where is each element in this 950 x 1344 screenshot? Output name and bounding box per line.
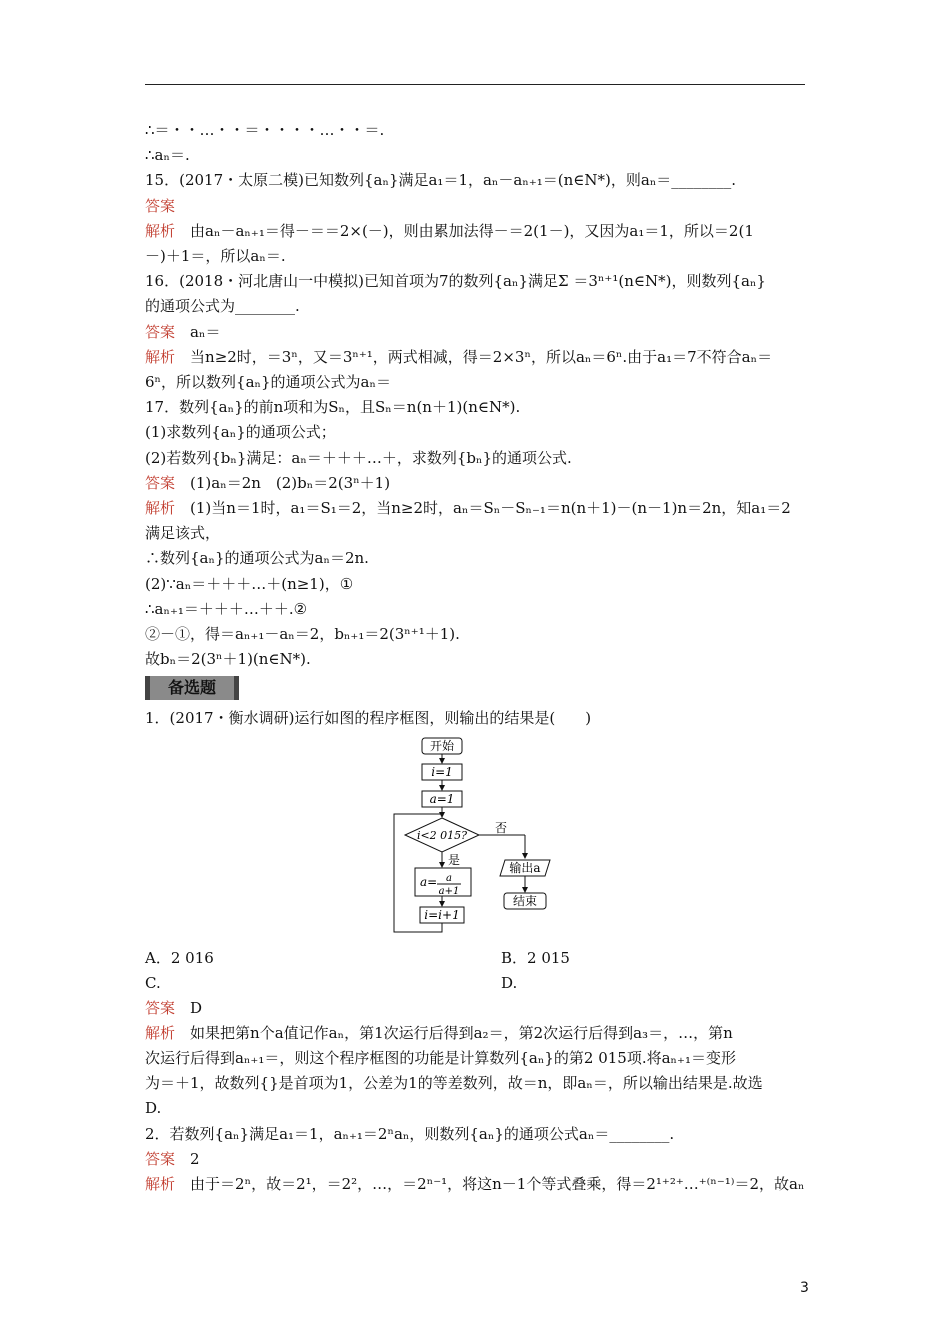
end-label: 结束 — [512, 893, 538, 908]
assign-numerator: a — [446, 872, 452, 884]
page-number: 3 — [800, 1280, 809, 1296]
answer-row — [145, 1147, 807, 1172]
analysis-text: 次运行后得到aₙ₊₁＝，则这个程序框图的功能是计算数列{aₙ}的第2 015项.将aₙ₊₁＝变形 — [145, 1049, 736, 1068]
analysis-label: 解析 — [145, 1175, 176, 1194]
analysis-text: 6ⁿ，所以数列{aₙ}的通项公式为aₙ＝ — [145, 373, 391, 392]
option-a: A．2 016 — [145, 948, 214, 967]
question-16: 16．(2018・河北唐山一中模拟)已知首项为7的数列{aₙ}满足Σ ＝3ⁿ⁺¹(n∈N*)，则数列{aₙ} — [145, 272, 766, 291]
answer-text: D — [190, 998, 203, 1017]
analysis-text: 如果把第n个a值记作aₙ，第1次运行后得到a₂＝，第2次运行后得到a₃＝，…，第n — [190, 1023, 733, 1042]
analysis-row — [145, 1172, 807, 1197]
incr-label: i=i+1 — [424, 907, 460, 922]
answer-label: 答案 — [145, 998, 176, 1017]
output-label: 输出a — [509, 860, 541, 875]
answer-text: 2 — [190, 1149, 200, 1168]
answer-row — [145, 471, 807, 496]
section-title: 备选题 — [145, 676, 239, 700]
analysis-label: 解析 — [145, 1023, 176, 1042]
answer-row — [145, 320, 807, 345]
analysis-text: 故bₙ＝2(3ⁿ＋1)(n∈N*). — [145, 650, 311, 669]
assign-lhs: a= — [420, 874, 438, 889]
analysis-text: 当n≥2时，＝3ⁿ，又＝3ⁿ⁺¹，两式相减，得＝2×3ⁿ，所以aₙ＝6ⁿ.由于a₁＝7不符合aₙ＝ — [190, 347, 773, 366]
analysis-text: ∴aₙ₊₁＝＋＋＋…＋＋.② — [145, 599, 308, 618]
analysis-text: (2)∵aₙ＝＋＋＋…＋(n≥1)，① — [145, 574, 354, 593]
analysis-text: ∴数列{aₙ}的通项公式为aₙ＝2n. — [145, 549, 369, 568]
decision-label: i<2 015? — [416, 828, 468, 842]
analysis-text: 满足该式， — [145, 524, 221, 543]
answer-text: (1)aₙ＝2n (2)bₙ＝2(3ⁿ＋1) — [190, 473, 391, 492]
init-a-label: a=1 — [429, 791, 455, 806]
answer-label: 答案 — [145, 473, 176, 492]
no-label: 否 — [495, 820, 508, 835]
question-17-part1: (1)求数列{aₙ}的通项公式； — [145, 423, 336, 442]
analysis-row — [145, 496, 807, 521]
question-17: 17．数列{aₙ}的前n项和为Sₙ，且Sₙ＝n(n＋1)(n∈N*). — [145, 398, 521, 417]
backup-question-2: 2．若数列{aₙ}满足a₁＝1，aₙ₊₁＝2ⁿaₙ，则数列{aₙ}的通项公式aₙ＝________. — [145, 1124, 675, 1143]
option-d: D. — [501, 973, 518, 992]
start-label: 开始 — [429, 738, 455, 753]
flowchart — [145, 736, 807, 942]
yes-label: 是 — [448, 852, 461, 867]
document-body — [145, 118, 807, 1197]
analysis-text: (1)当n＝1时，a₁＝S₁＝2，当n≥2时，aₙ＝Sₙ－Sₙ₋₁＝n(n＋1)－(n－1)n＝2n，知a₁＝2 — [190, 499, 791, 518]
analysis-row — [145, 219, 807, 244]
answer-label: 答案 — [145, 196, 176, 215]
analysis-text: 为＝＋1，故数列{}是首项为1，公差为1的等差数列，故＝n，即aₙ＝，所以输出结果是.故选 — [145, 1074, 763, 1093]
analysis-text: D. — [145, 1099, 162, 1118]
analysis-text: ②－①，得＝aₙ₊₁－aₙ＝2，bₙ₊₁＝2(3ⁿ⁺¹＋1). — [145, 625, 460, 644]
options — [145, 946, 807, 996]
analysis-label: 解析 — [145, 221, 176, 240]
backup-question-1: 1．(2017・衡水调研)运行如图的程序框图，则输出的结果是( ) — [145, 709, 592, 728]
section-header — [145, 676, 807, 700]
init-i-label: i=1 — [431, 764, 453, 779]
analysis-text: 由aₙ－aₙ₊₁＝得－＝＝2×(－)，则由累加法得－＝2(1－)，又因为a₁＝1，所以＝2(1 — [190, 221, 754, 240]
question-15: 15．(2017・太原二模)已知数列{aₙ}满足a₁＝1，aₙ－aₙ₊₁＝(n∈N*)，则aₙ＝________. — [145, 171, 737, 190]
analysis-row — [145, 345, 807, 370]
option-b: B．2 015 — [501, 948, 570, 967]
analysis-row — [145, 1021, 807, 1046]
answer-row — [145, 996, 807, 1021]
assign-denominator: a+1 — [438, 885, 460, 897]
option-c: C. — [145, 973, 161, 992]
analysis-label: 解析 — [145, 347, 176, 366]
analysis-label: 解析 — [145, 499, 176, 518]
answer-row — [145, 194, 807, 219]
text-line: ∴aₙ＝. — [145, 146, 190, 165]
analysis-text: 由于＝2ⁿ，故＝2¹，＝2²，…，＝2ⁿ⁻¹，将这n－1个等式叠乘，得＝2¹⁺²⁺…⁺⁽ⁿ⁻¹⁾＝2，故aₙ — [190, 1175, 805, 1194]
question-17-part2: (2)若数列{bₙ}满足：aₙ＝＋＋＋…＋，求数列{bₙ}的通项公式. — [145, 448, 572, 467]
answer-label: 答案 — [145, 1149, 176, 1168]
analysis-text: －)＋1＝，所以aₙ＝. — [145, 247, 286, 266]
answer-label: 答案 — [145, 322, 176, 341]
flowchart-svg — [393, 736, 563, 942]
header-rule — [145, 84, 805, 85]
question-16-cont: 的通项公式为________. — [145, 297, 300, 316]
text-line: ∴＝・・…・・＝・・・・…・・＝. — [145, 121, 385, 139]
answer-text: aₙ＝ — [190, 322, 221, 341]
